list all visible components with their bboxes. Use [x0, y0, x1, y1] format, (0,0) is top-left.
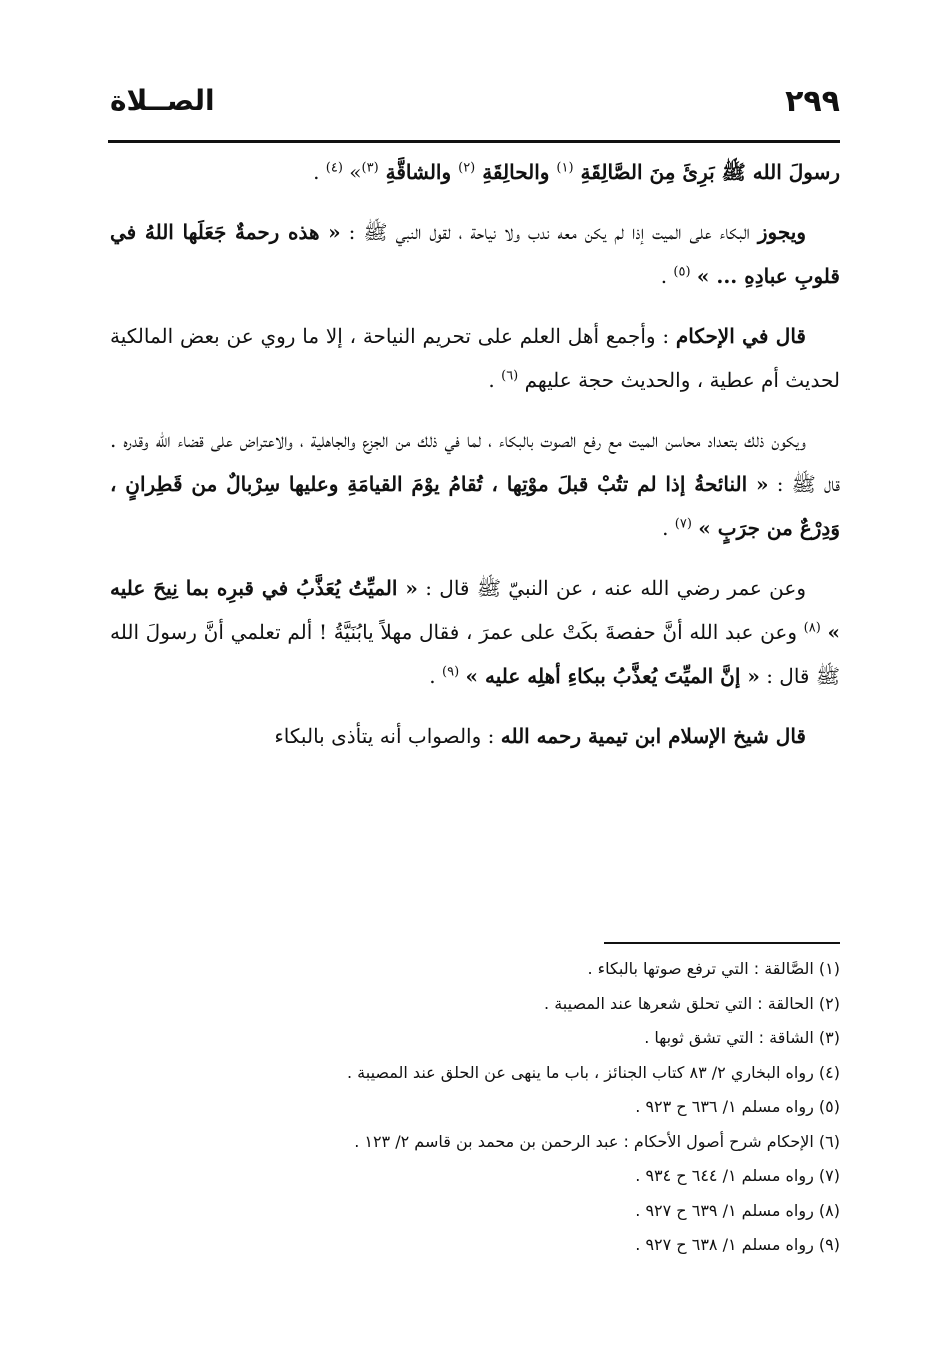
footnote-ref: (٨) — [803, 620, 821, 636]
paragraph — [110, 418, 840, 550]
paragraph — [110, 314, 840, 402]
text-run — [821, 620, 828, 644]
bold-text: والشاقَّةِ — [378, 160, 459, 184]
bold-text: « إنَّ الميِّتَ يُعذَّبُ ببكاءِ أهلِه عليه » — [465, 664, 760, 688]
footnote: (٨) رواه مسلم ١/ ٦٣٩ ح ٩٢٧ . — [635, 1200, 840, 1220]
paragraph — [110, 150, 840, 194]
footnote-ref: (١) — [556, 160, 574, 176]
paragraph — [110, 566, 840, 698]
footnote-ref: (٣) — [361, 160, 379, 176]
text-run: وعن عمر رضي الله عنه ، عن النبيّ ﷺ قال : — [417, 576, 806, 600]
bold-text: « هذه رحمةٌ جَعَلَها اللهُ في قلوبِ عبادِهِ ... » — [110, 220, 840, 288]
page-header — [110, 84, 840, 134]
text-run: . — [660, 264, 674, 288]
footnote: (٤) رواه البخاري ٢/ ٨٣ كتاب الجنائز ، باب ما ينهى عن الحلق عند المصيبة . — [346, 1062, 840, 1082]
footnote-ref: (٢) — [458, 160, 476, 176]
bold-text: ويجوز — [757, 220, 806, 244]
footnote-rule — [604, 942, 840, 944]
paragraph — [110, 714, 840, 758]
footnote: (٢) الحالقة : التي تحلق شعرها عند المصيبة . — [544, 993, 840, 1013]
bold-text: « النائحةُ إذا لم تتُبْ قبلَ موْتِها ، تُقامُ يوْمَ القيامَةِ وعليها سِرْبالٌ من قَطِرانٍ ، وَدِرْعٌ من جرَبٍ » — [110, 472, 840, 540]
bold-text: قال في الإحكام — [675, 324, 806, 348]
text-run: . — [488, 368, 502, 392]
footnote: (٥) رواه مسلم ١/ ٦٣٦ ح ٩٢٣ . — [635, 1097, 840, 1116]
text-run: . — [429, 664, 443, 688]
text-run: وعن عبد الله أنَّ حفصةَ بكَتْ على عمرَ ، فقال مهلاً يابُنَيَّةُ ! ألم تعلمي أنَّ رسولَ الله ﷺ قال : — [110, 620, 840, 688]
page-number: ٢٩٩ — [785, 84, 840, 119]
paragraph — [110, 210, 840, 298]
text-run: : والصواب أنه يتأذى بالبكاء — [274, 724, 501, 748]
header-rule — [108, 140, 840, 143]
footnote-ref: (٧) — [674, 516, 692, 532]
chapter-title: الصــلاة — [110, 84, 215, 117]
footnote-ref: (٤) — [325, 160, 343, 176]
footnote-ref: (٥) — [673, 264, 691, 280]
text-run: ويكون ذلك بتعداد محاسن الميت مع رفع الصوت بالبكاء ، لما في ذلك من الجزع والجاهلية ، والاعتراض على قضاء الله وقدره . قال ﷺ : — [110, 428, 840, 496]
text-run: » — [342, 160, 362, 184]
footnote: (٣) الشاقة : التي تشق ثوبها . — [644, 1028, 840, 1047]
text-run: : وأجمع أهل العلم على تحريم النياحة ، إلا ما روي عن بعض المالكية لحديث أم عطية ، والحديث حجة عليهم — [110, 324, 840, 392]
footnote: (١) الصَّالقة : التي ترفع صوتها بالبكاء . — [587, 959, 840, 978]
footnote: (٧) رواه مسلم ١/ ٦٤٤ ح ٩٣٤ . — [635, 1166, 840, 1185]
footnote: (٦) الإحكام شرح أصول الأحكام : عبد الرحمن بن محمد بن قاسم ٢/ ١٢٣ . — [354, 1131, 840, 1151]
footnote-ref: (٩) — [442, 664, 460, 680]
footnotes — [140, 952, 840, 1263]
bold-text: قال شيخ الإسلام ابن تيمية رحمه الله — [500, 724, 806, 748]
main-text — [110, 150, 840, 774]
text-run: . — [313, 160, 326, 184]
bold-text: « الميِّتُ يُعَذَّبُ في قبرِه بما نِيحَ عليه » — [110, 576, 840, 644]
bold-text: رسولَ الله ﷺ بَرِئَ مِنَ الصَّالِقَةِ — [573, 160, 840, 184]
text-run: . — [662, 516, 675, 540]
text-run: البكاء على الميت إذا لم يكن معه ندب ولا نياحة ، لقول النبي ﷺ : — [340, 220, 758, 244]
bold-text: والحالِقَةِ — [475, 160, 557, 184]
footnote-ref: (٦) — [501, 368, 519, 384]
footnote: (٩) رواه مسلم ١/ ٦٣٨ ح ٩٢٧ . — [635, 1235, 840, 1254]
